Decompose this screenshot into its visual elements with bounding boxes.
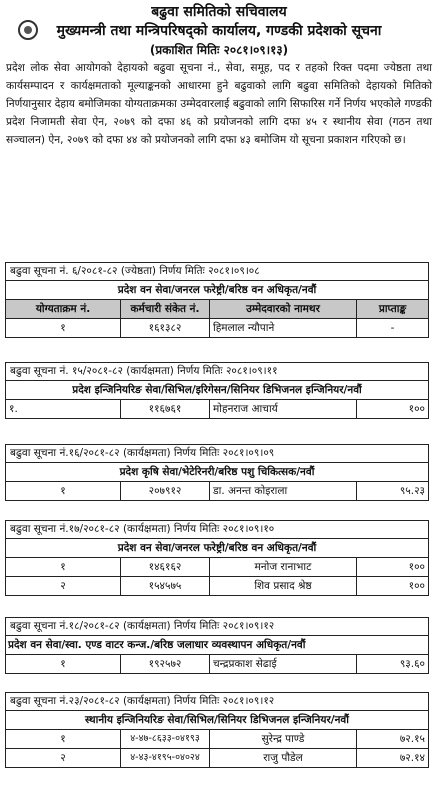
rank-cell: २ bbox=[6, 577, 121, 595]
table-header-row bbox=[6, 300, 428, 319]
notice-heading: बढुवा सूचना नं.१८/२०८१-८२ (कार्यक्षमता) निर्णय मितिः २०८१।०९।१२ bbox=[6, 618, 428, 636]
rank-cell: १. bbox=[6, 400, 121, 418]
name-cell: मोहनराज आचार्य bbox=[210, 400, 357, 418]
score-cell: ७२.१४ bbox=[399, 752, 425, 764]
notice-block-5 bbox=[5, 617, 429, 674]
table-row bbox=[6, 730, 428, 749]
col-header-name: उम्मेदवारको नामथर bbox=[210, 300, 357, 318]
notice-title: मुख्यमन्त्री तथा मन्त्रिपरिषद्को कार्यालय, गण्डकी प्रदेशको सूचना bbox=[56, 23, 382, 39]
intro-paragraph: प्रदेश लोक सेवा आयोगको देहायको बढुवा सूचना नं., सेवा, समूह, पद र तहको रिक्त पदमा ज्येष्ठता तथा कार्यसम्पादन र कार्यक्षमताको मूल्याङ्कनको आधारमा हुने बढुवाको लागि बढुवा समितिको देहायको मितिको निर्णयानुसार देहाय बमोजिमका योग्यताक्रमका उम्मेदवारलाई बढुवाको लागि सिफारिस गर्ने निर्णय भएकोले गण्डकी प्रदेश निजामती सेवा ऐन, २०७९ को दफा ४६ को प्रयोजनको लागि दफा ४५ र स्थानीय सेवा (गठन तथा सञ्चालन) ऐन, २०७९ को दफा ४४ को प्रयोजनको लागि दफा ४३ बमोजिम यो सूचना प्रकाशन गरिएको छ। bbox=[6, 62, 432, 146]
office-title: बढुवा समितिको सचिवालय bbox=[151, 4, 287, 20]
col-header-rank: योग्यताक्रम नं. bbox=[6, 300, 121, 318]
notice-heading: बढुवा सूचना नं.१६/२०८१-८२ (कार्यक्षमता) निर्णय मितिः २०८१।०९।०९ bbox=[6, 445, 428, 463]
score-cell: १०० bbox=[408, 580, 425, 592]
notice-heading: बढुवा सूचना नं. ६/२०८१-८२ (ज्येष्ठता) निर्णय मितिः २०८१।०९।०८ bbox=[6, 263, 428, 281]
code-cell: ११६७६१ bbox=[121, 400, 210, 418]
code-cell: १४६१६२ bbox=[121, 558, 210, 576]
rank-cell: १ bbox=[6, 319, 121, 337]
notice-post: प्रदेश इन्जिनियरिङ सेवा/सिभिल/इरिगेसन/सिनियर डिभिजनल इन्जिनियर/नवौं bbox=[6, 381, 428, 400]
score-cell: - bbox=[390, 322, 395, 334]
notice-heading: बढुवा सूचना नं. १५/२०८१-८२ (कार्यक्षमता) निर्णय मितिः २०८१।०९।११ bbox=[6, 363, 428, 381]
rank-cell: १ bbox=[6, 655, 121, 673]
name-cell: चन्द्रप्रकाश सेढाई bbox=[210, 655, 357, 673]
name-cell: राजु पौडेल bbox=[210, 749, 357, 767]
code-cell: ४-४३-४१९५-०४०२४ bbox=[121, 749, 210, 767]
notice-block-3 bbox=[5, 444, 429, 501]
rank-cell: १ bbox=[6, 730, 121, 748]
table-row bbox=[6, 558, 428, 577]
notice-post: प्रदेश वन सेवा/जनरल फरेष्ट्री/बरिष्ठ वन अधिकृत/नवौं bbox=[6, 539, 428, 558]
table-row bbox=[6, 400, 428, 418]
notice-post: प्रदेश वन सेवा/जनरल फरेष्ट्री/बरिष्ठ वन अधिकृत/नवौं bbox=[6, 281, 428, 300]
rank-cell: १ bbox=[6, 558, 121, 576]
table-row bbox=[6, 577, 428, 595]
name-cell: डा. अनन्त कोइराला bbox=[210, 482, 357, 500]
rank-cell: १ bbox=[6, 482, 121, 500]
notice-post: प्रदेश कृषि सेवा/भेटेरिनरी/बरिष्ठ पशु चिकित्सक/नवौं bbox=[6, 463, 428, 482]
score-cell: १०० bbox=[408, 561, 425, 573]
code-cell: १६१३८२ bbox=[121, 319, 210, 337]
notice-block-4 bbox=[5, 520, 429, 596]
code-cell: १९२५७२ bbox=[121, 655, 210, 673]
notice-block-1 bbox=[5, 262, 429, 338]
col-header-code: कर्मचारी संकेत नं. bbox=[121, 300, 210, 318]
score-cell: ९३.६० bbox=[399, 658, 425, 670]
notice-block-2 bbox=[5, 362, 429, 419]
notice-heading: बढुवा सूचना नं.२३/२०८१-८२ (कार्यक्षमता) निर्णय मितिः २०८१।०९।१२ bbox=[6, 693, 428, 711]
name-cell: मनोज रानाभाट bbox=[210, 558, 357, 576]
name-cell: शिव प्रसाद श्रेष्ठ bbox=[210, 577, 357, 595]
rank-cell: २ bbox=[6, 749, 121, 767]
code-cell: ४-४७-८६३३-०४१९३ bbox=[121, 730, 210, 748]
name-cell: सुरेन्द्र पाण्डे bbox=[210, 730, 357, 748]
score-cell: ९५.२३ bbox=[399, 485, 425, 497]
col-header-score: प्राप्ताङ्क bbox=[378, 303, 407, 315]
notice-post: स्थानीय इन्जिनियरिङ सेवा/सिभिल/सिनियर डिभिजनल इन्जिनियर/नवौं bbox=[6, 711, 428, 730]
score-cell: ७२.१५ bbox=[399, 733, 425, 745]
code-cell: २०७९१२ bbox=[121, 482, 210, 500]
notice-post: प्रदेश वन सेवा/स्वा. एण्ड वाटर कन्ज./बरिष्ठ जलाधार व्यवस्थापन अधिकृत/नवौं bbox=[6, 636, 428, 655]
table-row bbox=[6, 655, 428, 673]
notice-block-6 bbox=[5, 692, 429, 768]
name-cell: हिमलाल न्यौपाने bbox=[210, 319, 357, 337]
code-cell: १५४५७५ bbox=[121, 577, 210, 595]
table-row bbox=[6, 482, 428, 500]
score-cell: १०० bbox=[408, 403, 425, 415]
table-row bbox=[6, 749, 428, 767]
published-date: (प्रकाशित मितिः २०८१।०९।१३) bbox=[149, 43, 289, 57]
table-row bbox=[6, 319, 428, 337]
notice-heading: बढुवा सूचना नं.१७/२०८१-८२ (कार्यक्षमता) निर्णय मितिः २०८१।०९।१० bbox=[6, 521, 428, 539]
